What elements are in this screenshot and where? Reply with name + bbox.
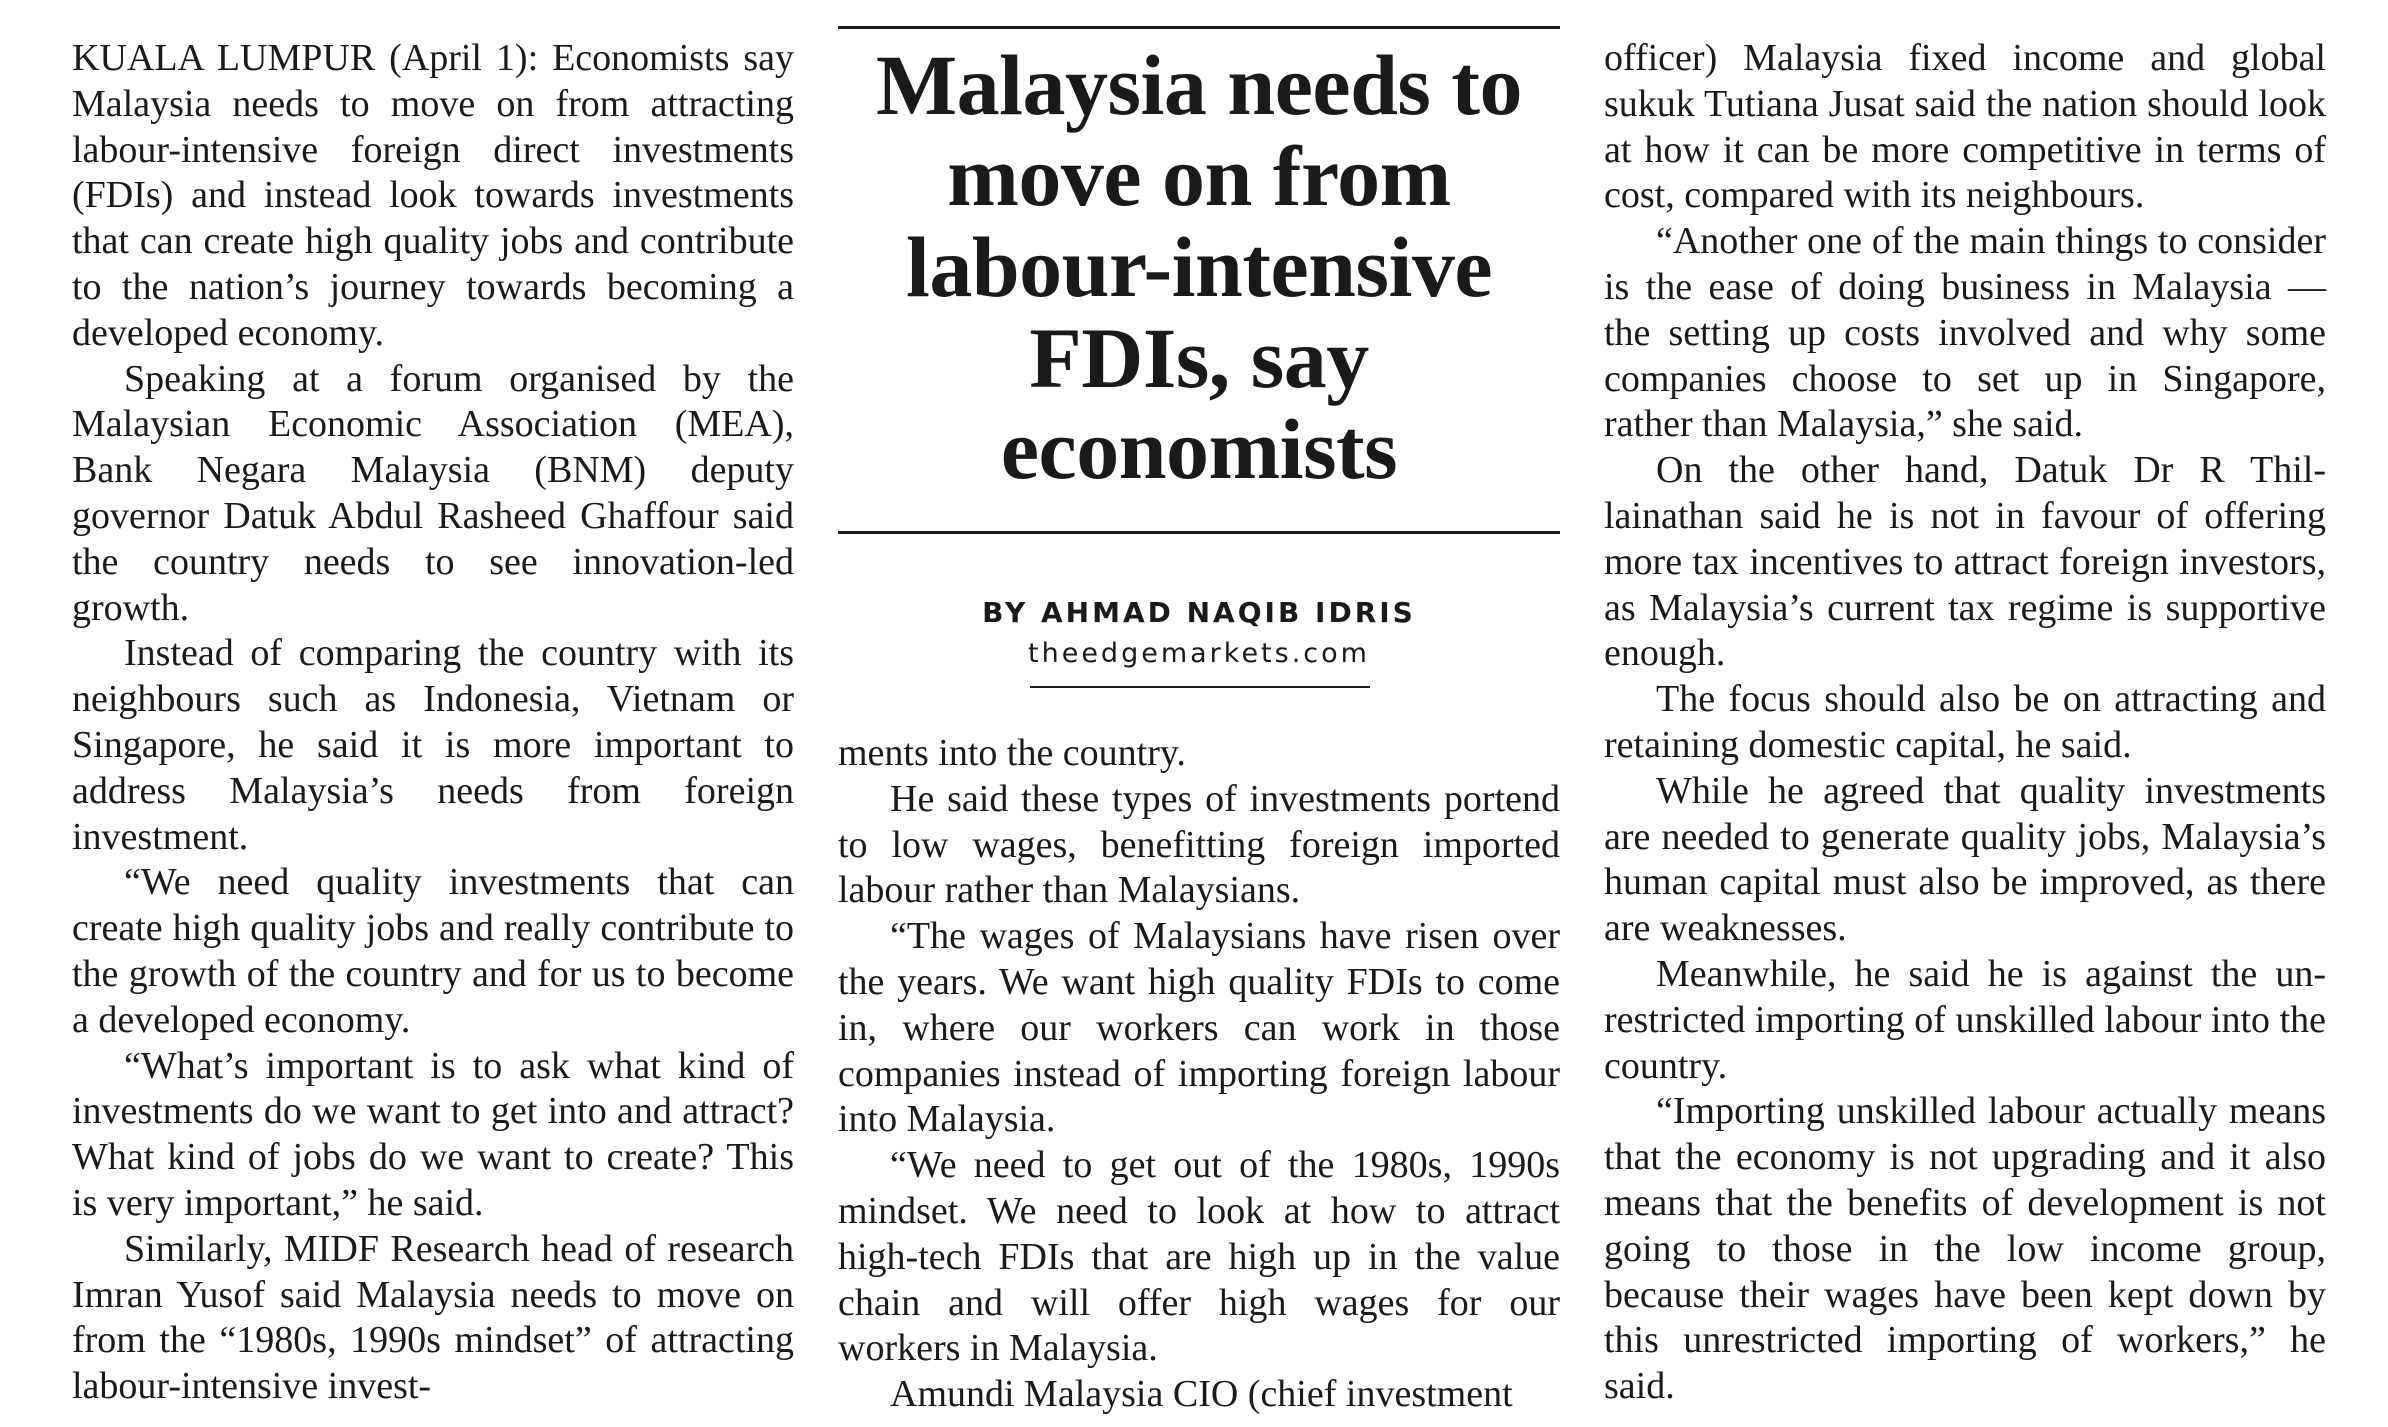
paragraph: Speaking at a forum organised by the Malaysian Economic Association (MEA), Bank Negara Malaysia (BNM) deputy governor Datuk Abdul Rasheed Ghaffour said the country needs to see innovation-led growth. (72, 357, 794, 629)
column-left (72, 36, 794, 1410)
column-middle (838, 731, 1560, 1418)
paragraph: He said these types of investments portend to low wages, benefitting foreign imported labour rather than Malaysians. (838, 777, 1560, 912)
paragraph: Meanwhile, he said he is against the unrestricted importing of unskilled labour into the country. (1604, 952, 2326, 1087)
paragraph: “The wages of Malaysians have risen over the years. We want high quality FDIs to come in, where our workers can work in those companies instead of importing foreign labour into Malaysia. (838, 915, 1560, 1141)
column-right (1604, 36, 2326, 1410)
paragraph: “Another one of the main things to consider is the ease of doing business in Malaysia — the setting up costs involved and why some companies choose to set up in Singapore, rather than Malaysia,” she said. (1604, 220, 2326, 446)
source-underline (1030, 686, 1370, 688)
paragraph-continued: ments into the country. (838, 732, 1186, 774)
source-credit: theedgemarkets.com (1028, 638, 1370, 669)
headline-top-rule (838, 26, 1560, 29)
paragraph: “We need quality investments that can create high quality jobs and really contribute to the growth of the country and for us to become a developed economy. (72, 861, 794, 1041)
paragraph: “Importing unskilled labour actually means that the economy is not upgrading and it also means that the benefits of development is not going to those in the low income group, because their wages have been kept down by this unrestricted importing of workers,” he said. (1604, 1090, 2326, 1408)
paragraph: Amundi Malaysia CIO (chief investment (890, 1373, 1513, 1416)
paragraph: The focus should also be on attracting and retaining domestic capital, he said. (1604, 678, 2326, 766)
paragraph-dateline: KUALA LUMPUR (April 1): Economists say Malaysia needs to move on from attracting labour-intensive foreign direct investments (FDIs) and instead look towards investments that can create high quality jobs and contribute to the nation’s journey towards becoming a developed economy. (72, 37, 794, 354)
headline: Malaysia needs to move on from labour-intensive FDIs, say economists (875, 37, 1523, 497)
headline-bottom-rule (838, 531, 1560, 534)
paragraph-continued: officer) Malaysia fixed income and global sukuk Tutiana Jusat said the nation should look at how it can be more competitive in terms of cost, compared with its neighbours. (1604, 37, 2326, 217)
paragraph: On the other hand, Datuk Dr R Thillainathan said he is not in favour of offering more tax incentives to attract foreign investors, as Malaysia’s current tax regime is supportive enough. (1604, 449, 2326, 675)
paragraph: Similarly, MIDF Research head of research Imran Yusof said Malaysia needs to move on from the “1980s, 1990s mindset” of attracting labour-intensive invest- (72, 1227, 794, 1408)
paragraph: While he agreed that quality investments are needed to generate quality jobs, Malaysia’s human capital must also be improved, as there are weaknesses. (1604, 769, 2326, 950)
paragraph: “What’s important is to ask what kind of investments do we want to get into and attract? What kind of jobs do we want to create? This is very important,” he said. (72, 1044, 794, 1224)
paragraph: Instead of comparing the country with its neighbours such as Indonesia, Vietnam or Singapore, he said it is more important to address Malaysia’s needs from foreign investment. (72, 632, 794, 858)
paragraph: “We need to get out of the 1980s, 1990s mindset. We need to look at how to attract high-tech FDIs that are high up in the value chain and will offer high wages for our workers in Malaysia. (838, 1144, 1560, 1370)
byline: BY AHMAD NAQIB IDRIS (982, 596, 1416, 629)
